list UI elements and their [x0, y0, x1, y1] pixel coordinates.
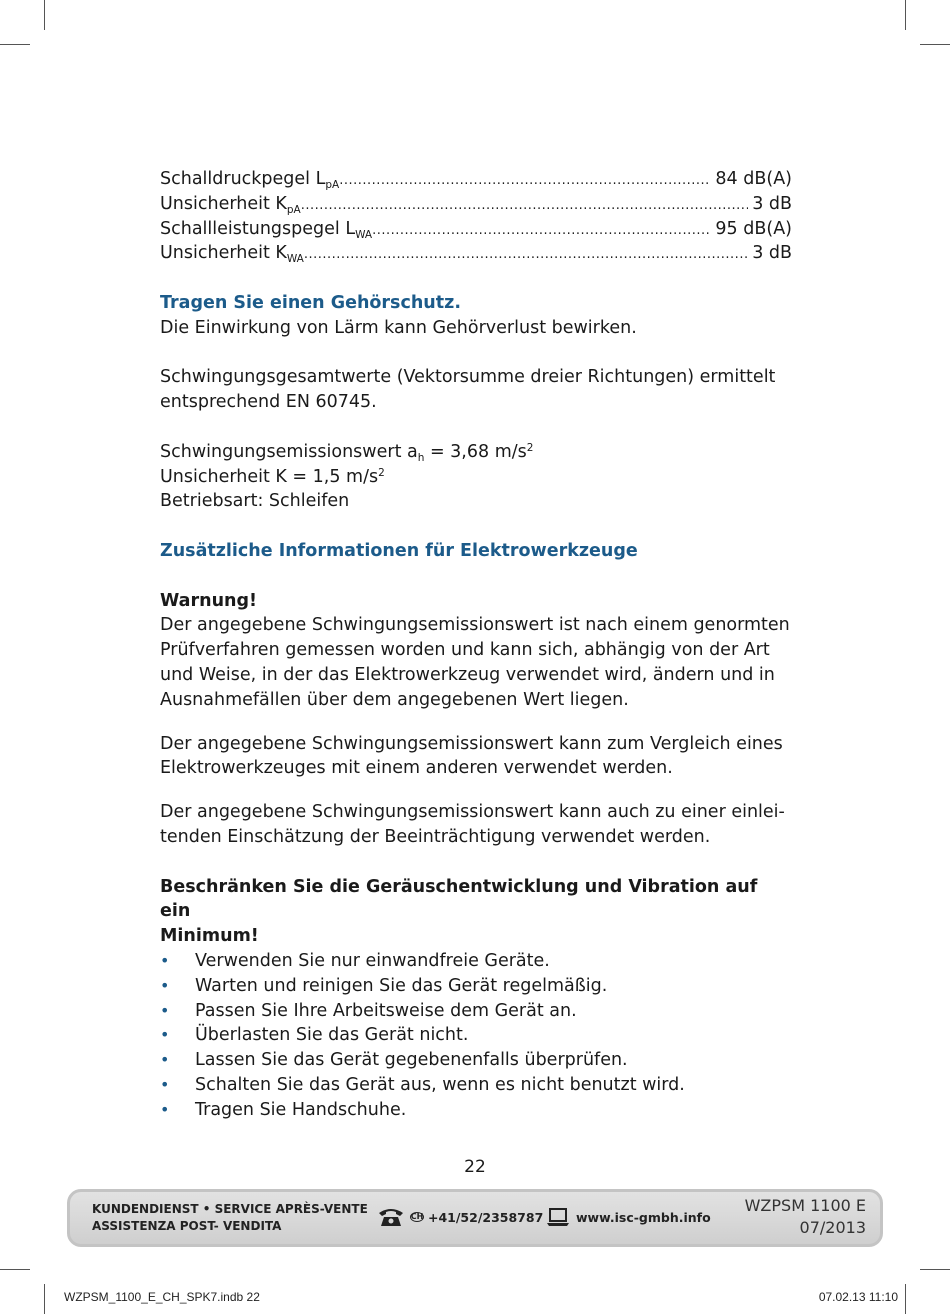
spec-label-sub: pA: [286, 203, 301, 216]
warning-line: Der angegebene Schwingungsemissionswert ist nach einem genormten: [160, 615, 790, 636]
page-content: [160, 167, 792, 1122]
comparison-paragraph: [160, 732, 792, 782]
website-link: www.isc-gmbh.info: [576, 1209, 711, 1225]
bullet-icon: •: [160, 950, 170, 970]
page-number: 22: [464, 1157, 486, 1177]
service-phone[interactable]: [378, 1207, 543, 1227]
spec-value: 3 dB: [752, 243, 792, 264]
bullet-icon: •: [160, 1050, 170, 1070]
warning-line: Prüfverfahren gemessen worden und kann sich, abhängig von der Art: [160, 640, 770, 661]
spec-row: [160, 217, 792, 242]
model-info: [745, 1195, 866, 1239]
list-item: • Passen Sie Ihre Arbeitsweise dem Gerät an.: [160, 999, 792, 1024]
laptop-icon: [546, 1207, 570, 1227]
list-item: • Tragen Sie Handschuhe.: [160, 1098, 792, 1123]
dot-leader: [304, 241, 748, 266]
assessment-line: tenden Einschätzung der Beeinträchtigung verwendet werden.: [160, 826, 711, 847]
hearing-protection-heading: Tragen Sie einen Gehörschutz.: [160, 292, 461, 313]
list-item: • Lassen Sie das Gerät gegebenenfalls überprüfen.: [160, 1048, 792, 1073]
crop-mark-bottom-left-h: [0, 1269, 30, 1270]
minimize-list: [160, 949, 792, 1123]
minimize-heading: Beschränken Sie die Geräuschentwicklung und Vibration auf ein Minimum!: [160, 876, 758, 947]
service-website[interactable]: [546, 1207, 711, 1227]
spec-row: [160, 167, 792, 192]
warning-heading: Warnung!: [160, 590, 258, 611]
swiss-country-icon: CH: [410, 1212, 424, 1221]
crop-mark-bottom-right: [905, 1284, 906, 1314]
crop-mark-top-left: [44, 0, 45, 30]
crop-mark-bottom-left: [44, 1284, 45, 1314]
hearing-protection-text: Die Einwirkung von Lärm kann Gehörverlust bewirken.: [160, 317, 637, 338]
spec-row: [160, 192, 792, 217]
spec-label-sub: WA: [355, 228, 373, 241]
warning-paragraph: [160, 613, 792, 712]
operating-mode: Betriebsart: Schleifen: [160, 491, 350, 512]
crop-mark-top-left-h: [0, 44, 30, 45]
model-date: 07/2013: [799, 1218, 866, 1237]
vibration-emission-value: Schwingungsemissionswert $a_h = 3,68$ $m/s^2$: [160, 441, 534, 464]
crop-mark-top-right-h: [920, 44, 950, 45]
dot-leader: [372, 217, 711, 242]
assessment-paragraph: [160, 800, 792, 850]
spec-label: Schalldruckpegel L: [160, 169, 326, 189]
crop-mark-bottom-right-h: [920, 1269, 950, 1270]
print-slug-file: WZPSM_1100_E_CH_SPK7.indb 22: [64, 1290, 260, 1304]
model-number: WZPSM 1100 E: [744, 1196, 866, 1215]
crop-mark-top-right: [905, 0, 906, 30]
spec-label-sub: pA: [325, 179, 340, 191]
spec-value: 95 dB(A): [715, 218, 792, 239]
phone-number: +41/52/2358787: [428, 1209, 544, 1225]
bullet-icon: •: [160, 975, 170, 995]
bullet-icon: •: [160, 1074, 170, 1094]
spec-label: Schallleistungspegel L: [160, 218, 356, 239]
spec-value: 84 dB(A): [715, 169, 792, 189]
spec-row: [160, 241, 792, 266]
vibration-intro-line: entsprechend EN 60745.: [160, 392, 377, 413]
comparison-line: Der angegebene Schwingungsemissionswert kann zum Vergleich eines: [160, 733, 783, 754]
spec-value: 3 dB: [752, 193, 792, 214]
spec-label: Unsicherheit K: [160, 243, 287, 264]
vibration-uncertainty: Unsicherheit K = 1,5 $m/s^2$: [160, 466, 385, 487]
assessment-line: Der angegebene Schwingungsemissionswert kann auch zu einer einlei-: [160, 802, 785, 823]
print-slug-timestamp: 07.02.13 11:10: [818, 1290, 898, 1304]
list-item: • Warten und reinigen Sie das Gerät regelmäßig.: [160, 974, 792, 999]
noise-specs: [160, 167, 792, 266]
list-item: • Überlasten Sie das Gerät nicht.: [160, 1023, 792, 1048]
dot-leader: [339, 167, 711, 192]
spec-label-sub: WA: [286, 253, 304, 266]
dot-leader: [301, 192, 748, 217]
vibration-intro-line: Schwingungsgesamtwerte (Vektorsumme dreier Richtungen) ermittelt: [160, 367, 776, 388]
telephone-icon: [378, 1207, 404, 1227]
spec-label: Unsicherheit K: [160, 193, 287, 214]
comparison-line: Elektrowerkzeuges mit einem anderen verwendet werden.: [160, 758, 673, 779]
bullet-icon: •: [160, 1099, 170, 1119]
warning-line: und Weise, in der das Elektrowerkzeug verwendet wird, ändern und in: [160, 664, 775, 685]
warning-line: Ausnahmefällen über dem angegebenen Wert liegen.: [160, 689, 629, 710]
service-label: KUNDENDIENST • SERVICE APRÈS-VENTE ASSISTENZA POST- VENDITA: [92, 1202, 368, 1233]
list-item: • Verwenden Sie nur einwandfreie Geräte.: [160, 949, 792, 974]
list-item: • Schalten Sie das Gerät aus, wenn es nicht benutzt wird.: [160, 1073, 792, 1098]
service-footer: [67, 1189, 883, 1247]
bullet-icon: •: [160, 1025, 170, 1045]
additional-info-heading: Zusätzliche Informationen für Elektrowerkzeuge: [160, 540, 638, 561]
bullet-icon: •: [160, 1000, 170, 1020]
